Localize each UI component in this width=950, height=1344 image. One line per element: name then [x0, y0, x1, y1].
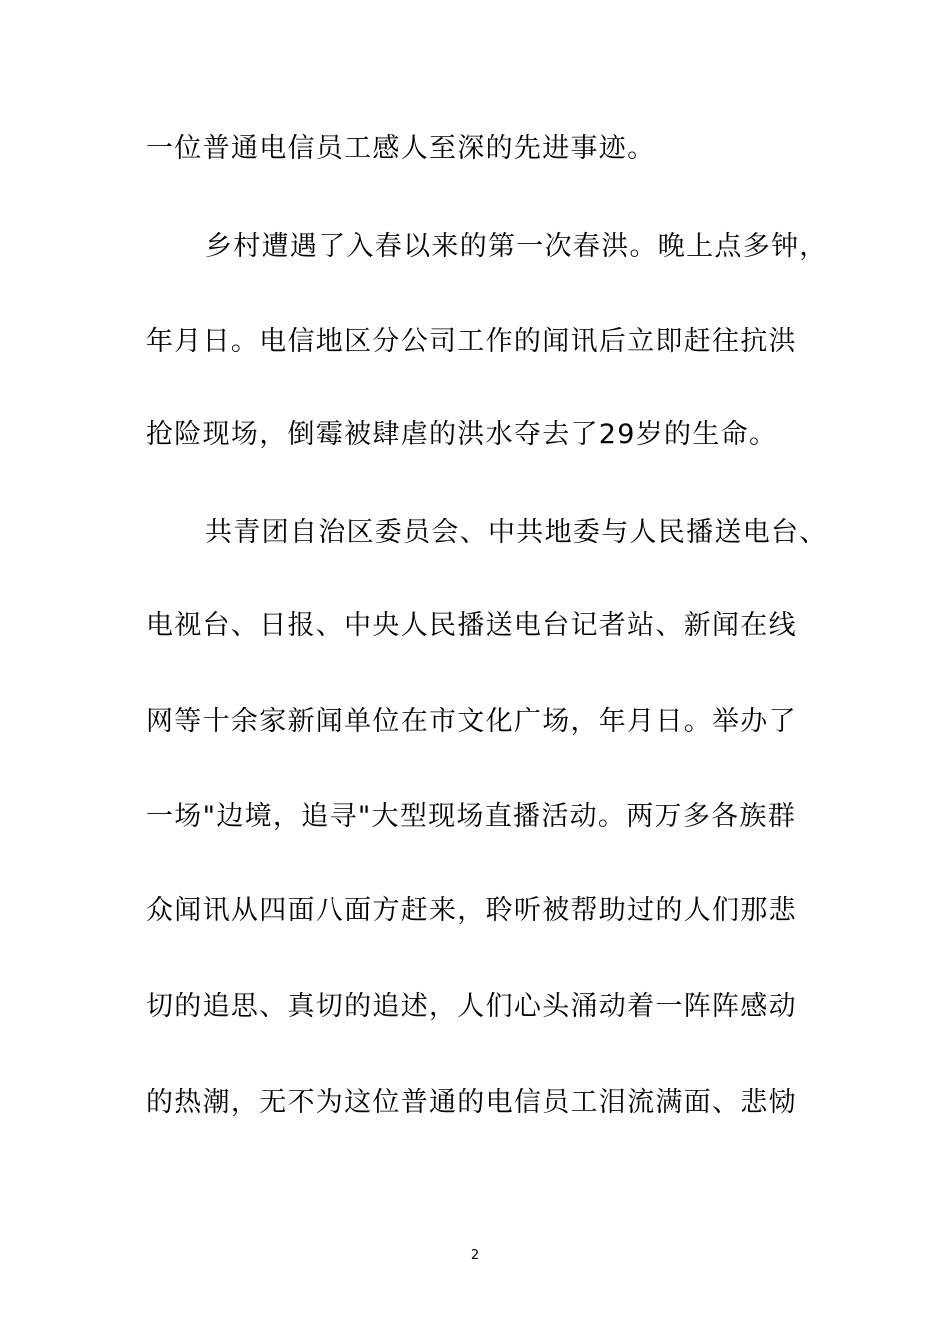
text-line-1: 一位普通电信员工感人至深的先进事迹。 — [146, 133, 656, 164]
text-line-4: 抢险现场，倒霉被肆虐的洪水夺去了29岁的生命。 — [146, 419, 778, 450]
text-line-5: 共青团自治区委员会、中共地委与人民播送电台、 — [205, 517, 828, 548]
text-line-2: 乡村遭遇了入春以来的第一次春洪。晚上点多钟， — [205, 231, 828, 262]
text-line-7: 网等十余家新闻单位在市文化广场，年月日。举办了 — [146, 706, 797, 737]
text-line-11: 的热潮，无不为这位普通的电信员工泪流满面、悲恸 — [146, 1087, 797, 1118]
text-line-10: 切的追思、真切的追述，人们心头涌动着一阵阵感动 — [146, 991, 797, 1022]
page-number: 2 — [470, 1248, 480, 1263]
text-line-9: 众闻讯从四面八面方赶来，聆听被帮助过的人们那悲 — [146, 895, 797, 926]
text-line-3: 年月日。电信地区分公司工作的闻讯后立即赶往抗洪 — [146, 326, 797, 357]
text-line-8: 一场"边境，追寻"大型现场直播活动。两万多各族群 — [146, 801, 797, 832]
text-line-6: 电视台、日报、中央人民播送电台记者站、新闻在线 — [146, 610, 797, 641]
